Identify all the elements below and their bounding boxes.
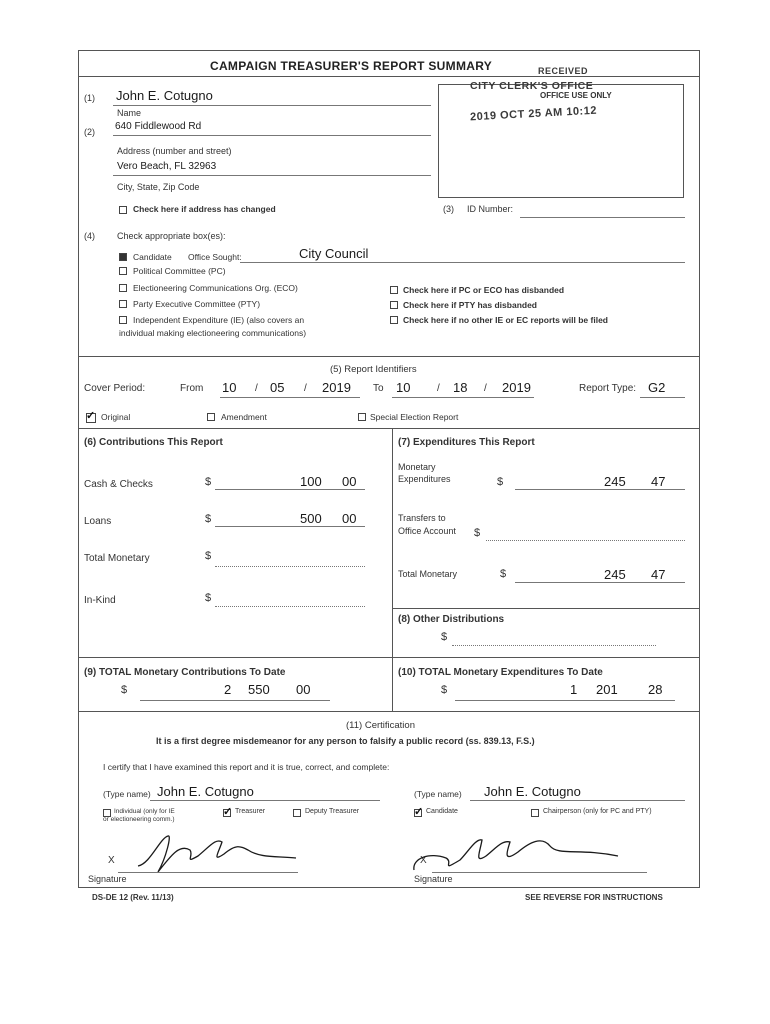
total-expenditures-to-date-hundreds[interactable]: 201 — [596, 682, 618, 697]
no-other-ie-label: Check here if no other IE or EC reports will be filed — [403, 315, 608, 325]
right-signature-label: Signature — [414, 874, 453, 884]
total-expenditures-to-date-thousands[interactable]: 1 — [570, 682, 578, 697]
total-expenditures-to-date-dollar-sign: $ — [441, 684, 448, 696]
pty-disbanded-checkbox[interactable] — [390, 301, 398, 309]
divider — [78, 657, 700, 658]
ie-label: Independent Expenditure (IE) (also covers an — [133, 315, 305, 325]
candidate-label: Candidate — [133, 252, 172, 262]
from-label: From — [180, 383, 204, 394]
cash-amount[interactable]: 100 — [300, 474, 322, 489]
id-number-line — [520, 217, 685, 218]
section-2-number: (2) — [84, 127, 95, 137]
other-distributions-line — [452, 645, 656, 646]
total-contributions-thousands[interactable]: 2 — [224, 682, 232, 697]
from-month[interactable]: 10 — [222, 380, 237, 395]
in-kind-line — [215, 606, 365, 607]
treasurer-signature — [120, 828, 300, 878]
transfers-label: Transfers to — [398, 513, 446, 523]
date-slash: / — [255, 383, 258, 394]
divider — [78, 356, 700, 357]
total-expenditures-amount[interactable]: 245 — [604, 567, 626, 582]
address-value[interactable]: 640 Fiddlewood Rd — [115, 121, 202, 132]
individual-label: Individual (only for IE — [114, 808, 175, 815]
pc-label: Political Committee (PC) — [133, 266, 226, 276]
monetary-dollar-sign: $ — [497, 476, 504, 488]
from-day[interactable]: 05 — [270, 380, 285, 395]
cover-period-label: Cover Period: — [84, 383, 146, 394]
monetary-cents[interactable]: 47 — [651, 474, 666, 489]
from-year[interactable]: 2019 — [322, 380, 351, 395]
office-sought-line — [240, 262, 685, 263]
form-title: CAMPAIGN TREASURER'S REPORT SUMMARY — [210, 59, 493, 73]
total-contributions-dollar-sign: $ — [121, 684, 128, 696]
individual-label-continued: or electioneering comm.) — [103, 816, 175, 823]
office-account-label: Office Account — [398, 526, 456, 536]
report-type-value[interactable]: G2 — [648, 380, 666, 395]
divider — [392, 608, 700, 609]
section-4-label: Check appropriate box(es): — [117, 231, 226, 241]
to-label: To — [373, 383, 384, 394]
candidate-name[interactable]: John E. Cotugno — [484, 784, 581, 799]
eco-label: Electioneering Communications Org. (ECO) — [133, 283, 298, 293]
city-label: City, State, Zip Code — [117, 182, 200, 192]
stamp-clerk: CITY CLERK'S OFFICE — [470, 80, 594, 92]
expenditures-heading: (7) Expenditures This Report — [398, 437, 535, 448]
divider — [78, 711, 700, 712]
to-day[interactable]: 18 — [453, 380, 468, 395]
ie-label-continued: individual making electioneering communications) — [119, 328, 307, 338]
pty-disbanded-label: Check here if PTY has disbanded — [403, 300, 537, 310]
office-sought-value[interactable]: City Council — [299, 246, 369, 261]
stamp-received: RECEIVED — [538, 66, 589, 76]
report-type-label: Report Type: — [579, 383, 637, 394]
total-contributions-cents[interactable]: 00 — [296, 682, 311, 697]
divider — [78, 428, 700, 429]
section-1-number: (1) — [84, 93, 95, 103]
cash-line — [215, 489, 365, 490]
monetary-amount[interactable]: 245 — [604, 474, 626, 489]
total-expenditures-to-date-heading: (10) TOTAL Monetary Expenditures To Date — [398, 667, 603, 678]
other-distributions-heading: (8) Other Distributions — [398, 614, 505, 625]
name-line — [113, 105, 431, 106]
total-contributions-hundreds[interactable]: 550 — [248, 682, 270, 697]
right-signature-line — [432, 872, 647, 873]
cash-checks-label: Cash & Checks — [84, 479, 153, 490]
left-type-name-label: (Type name) — [103, 789, 151, 799]
other-distributions-dollar-sign: $ — [441, 631, 448, 643]
treasurer-checkbox[interactable] — [223, 809, 231, 817]
original-label: Original — [101, 412, 131, 422]
in-kind-dollar-sign: $ — [205, 592, 212, 604]
pc-disbanded-checkbox[interactable] — [390, 286, 398, 294]
to-month[interactable]: 10 — [396, 380, 411, 395]
left-signature-x: X — [108, 855, 115, 866]
transfers-dollar-sign: $ — [474, 527, 481, 539]
treasurer-label: Treasurer — [235, 808, 266, 815]
certification-heading: (11) Certification — [346, 720, 415, 731]
candidate-cert-label: Candidate — [426, 808, 458, 815]
total-contributions-line — [140, 700, 330, 701]
divider — [78, 76, 700, 77]
expenditures-label: Expenditures — [398, 474, 451, 484]
column-divider — [392, 428, 393, 711]
pty-label: Party Executive Committee (PTY) — [133, 299, 261, 309]
transfers-line — [486, 540, 685, 541]
cash-dollar-sign: $ — [205, 476, 212, 488]
left-signature-line — [118, 872, 298, 873]
city-value[interactable]: Vero Beach, FL 32963 — [117, 161, 217, 172]
total-expenditures-label: Total Monetary — [398, 569, 458, 579]
right-signature-x: X — [420, 855, 427, 866]
address-changed-label: Check here if address has changed — [133, 204, 276, 214]
loans-amount[interactable]: 500 — [300, 511, 322, 526]
amendment-checkbox[interactable] — [207, 413, 215, 421]
from-line — [220, 397, 360, 398]
cash-cents[interactable]: 00 — [342, 474, 357, 489]
pc-disbanded-label: Check here if PC or ECO has disbanded — [403, 285, 565, 295]
total-dollar-sign: $ — [205, 550, 212, 562]
total-monetary-line — [215, 566, 365, 567]
address-changed-checkbox[interactable] — [119, 206, 127, 214]
office-sought-label: Office Sought: — [188, 252, 242, 262]
stamp-date: 2019 OCT 25 AM 10:12 — [469, 104, 598, 124]
office-use-box — [438, 84, 684, 198]
monetary-label: Monetary — [398, 462, 436, 472]
left-signature-label: Signature — [88, 874, 127, 884]
eco-checkbox[interactable] — [119, 284, 127, 292]
loans-line — [215, 526, 365, 527]
right-type-name-label: (Type name) — [414, 789, 462, 799]
in-kind-label: In-Kind — [84, 595, 116, 606]
certification-statement: I certify that I have examined this report and it is true, correct, and complete: — [103, 762, 390, 772]
total-expenditures-cents[interactable]: 47 — [651, 567, 666, 582]
ie-checkbox[interactable] — [119, 316, 127, 324]
report-type-line — [640, 397, 685, 398]
id-number-label: ID Number: — [467, 204, 514, 214]
total-expenditures-line — [515, 582, 685, 583]
total-expenditures-to-date-cents[interactable]: 28 — [648, 682, 663, 697]
total-contributions-heading: (9) TOTAL Monetary Contributions To Date — [84, 667, 286, 678]
loans-cents[interactable]: 00 — [342, 511, 357, 526]
report-identifiers-heading: (5) Report Identifiers — [330, 364, 417, 375]
original-checkbox[interactable] — [86, 413, 96, 423]
to-year[interactable]: 2019 — [502, 380, 531, 395]
instructions-note: SEE REVERSE FOR INSTRUCTIONS — [525, 893, 663, 902]
to-line — [392, 397, 534, 398]
amendment-label: Amendment — [221, 412, 267, 422]
address-line — [113, 135, 431, 136]
office-use-label: OFFICE USE ONLY — [540, 91, 612, 100]
address-label: Address (number and street) — [117, 146, 232, 156]
no-other-ie-checkbox[interactable] — [390, 316, 398, 324]
candidate-signature — [410, 828, 620, 878]
form-id: DS-DE 12 (Rev. 11/13) — [92, 893, 174, 902]
date-slash: / — [304, 383, 307, 394]
city-line — [113, 175, 431, 176]
loans-dollar-sign: $ — [205, 513, 212, 525]
chairperson-checkbox[interactable] — [531, 809, 539, 817]
monetary-line — [515, 489, 685, 490]
pty-checkbox[interactable] — [119, 300, 127, 308]
candidate-cert-checkbox[interactable] — [414, 809, 422, 817]
chairperson-label: Chairperson (only for PC and PTY) — [543, 808, 652, 815]
total-monetary-label: Total Monetary — [84, 553, 150, 564]
special-election-checkbox[interactable] — [358, 413, 366, 421]
treasurer-name[interactable]: John E. Cotugno — [157, 784, 254, 799]
date-slash: / — [437, 383, 440, 394]
total-expenditures-dollar-sign: $ — [500, 568, 507, 580]
section-4-number: (4) — [84, 231, 95, 241]
name-label: Name — [117, 108, 142, 118]
loans-label: Loans — [84, 516, 112, 527]
special-election-label: Special Election Report — [370, 412, 459, 422]
pc-checkbox[interactable] — [119, 267, 127, 275]
name-value[interactable]: John E. Cotugno — [116, 88, 213, 103]
date-slash: / — [484, 383, 487, 394]
contributions-heading: (6) Contributions This Report — [84, 437, 223, 448]
total-expenditures-to-date-line — [455, 700, 675, 701]
certification-warning: It is a first degree misdemeanor for any person to falsify a public record (ss. 839.13, F.S.) — [156, 736, 535, 746]
deputy-treasurer-label: Deputy Treasurer — [305, 808, 360, 815]
candidate-checkbox[interactable] — [119, 253, 127, 261]
treasurer-name-line — [150, 800, 380, 801]
section-3-number: (3) — [443, 204, 454, 214]
deputy-treasurer-checkbox[interactable] — [293, 809, 301, 817]
candidate-name-line — [470, 800, 685, 801]
